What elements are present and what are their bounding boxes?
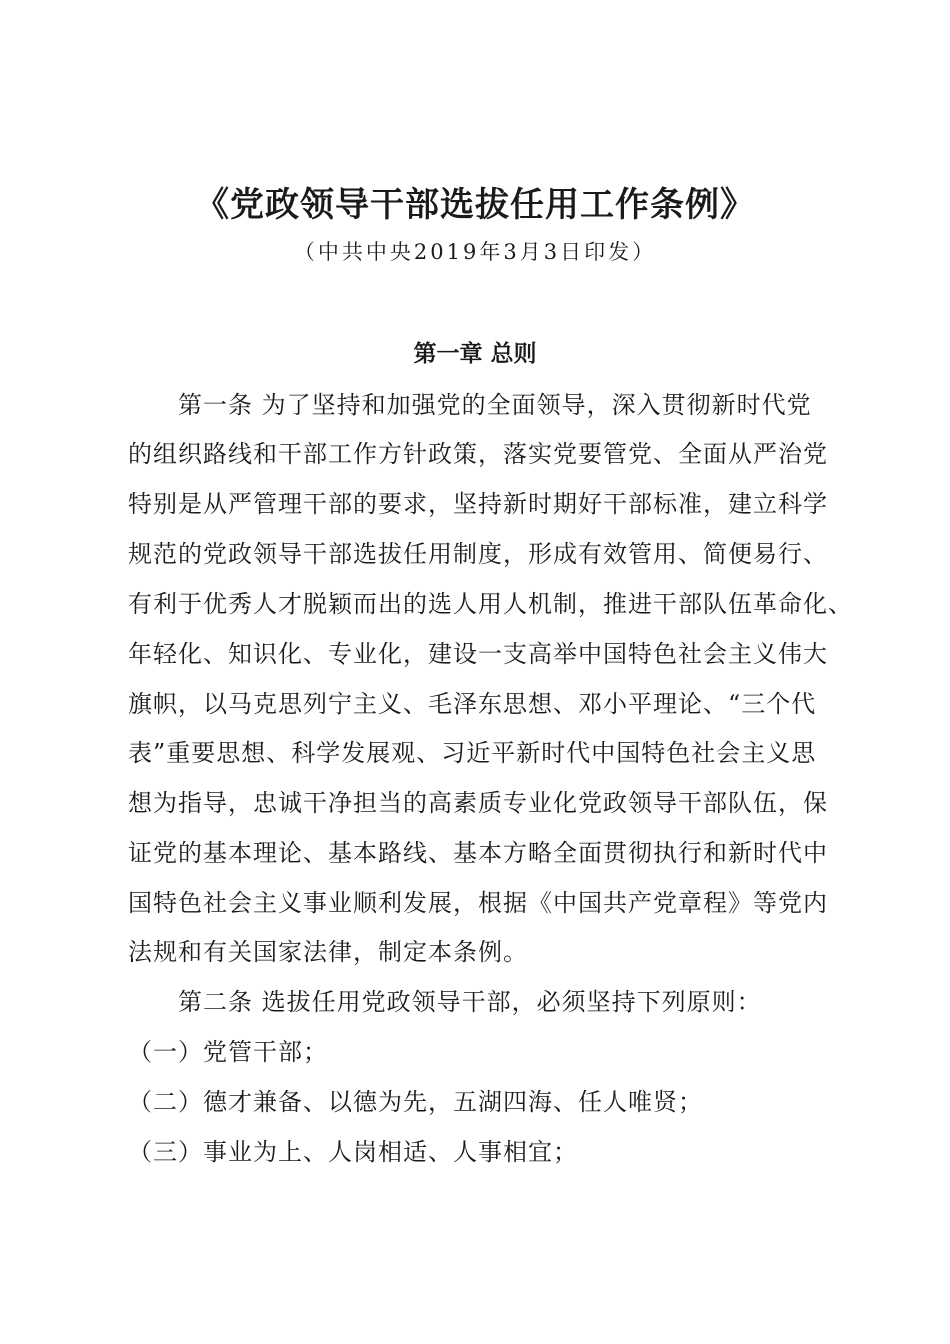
chapter-heading: 第一章 总则 (413, 341, 537, 367)
text-line: 年轻化、知识化、专业化，建设一支高举中国特色社会主义伟大 (128, 640, 828, 668)
document-title: 《党政领导干部选拔任用工作条例》 (195, 185, 755, 225)
list-item: （一）党管干部； (128, 1038, 328, 1066)
text-line: 有利于优秀人才脱颖而出的选人用人机制，推进干部队伍革命化、 (128, 590, 853, 618)
text-line: 第一条 为了坚持和加强党的全面领导，深入贯彻新时代党 (178, 391, 812, 419)
text-line: 的组织路线和干部工作方针政策，落实党要管党、全面从严治党 (128, 440, 828, 468)
text-line: 证党的基本理论、基本路线、基本方略全面贯彻执行和新时代中 (128, 839, 828, 867)
list-item: （三）事业为上、人岗相适、人事相宜； (128, 1138, 578, 1166)
text-line: 表”重要思想、科学发展观、习近平新时代中国特色社会主义思 (128, 739, 817, 767)
text-line: 旗帜，以马克思列宁主义、毛泽东思想、邓小平理论、“三个代 (128, 690, 817, 718)
text-line: 想为指导，忠诚干净担当的高素质专业化党政领导干部队伍，保 (128, 789, 828, 817)
text-line: 特别是从严管理干部的要求，坚持新时期好干部标准，建立科学 (128, 490, 828, 518)
text-line: 第二条 选拔任用党政领导干部，必须坚持下列原则： (178, 988, 762, 1016)
text-line: 法规和有关国家法律，制定本条例。 (128, 938, 528, 966)
document-subtitle: （中共中央2019年3月3日印发） (293, 240, 657, 264)
text-line: 国特色社会主义事业顺利发展，根据《中国共产党章程》等党内 (128, 889, 828, 917)
text-line: 规范的党政领导干部选拔任用制度，形成有效管用、简便易行、 (128, 540, 828, 568)
list-item: （二）德才兼备、以德为先，五湖四海、任人唯贤； (128, 1088, 703, 1116)
